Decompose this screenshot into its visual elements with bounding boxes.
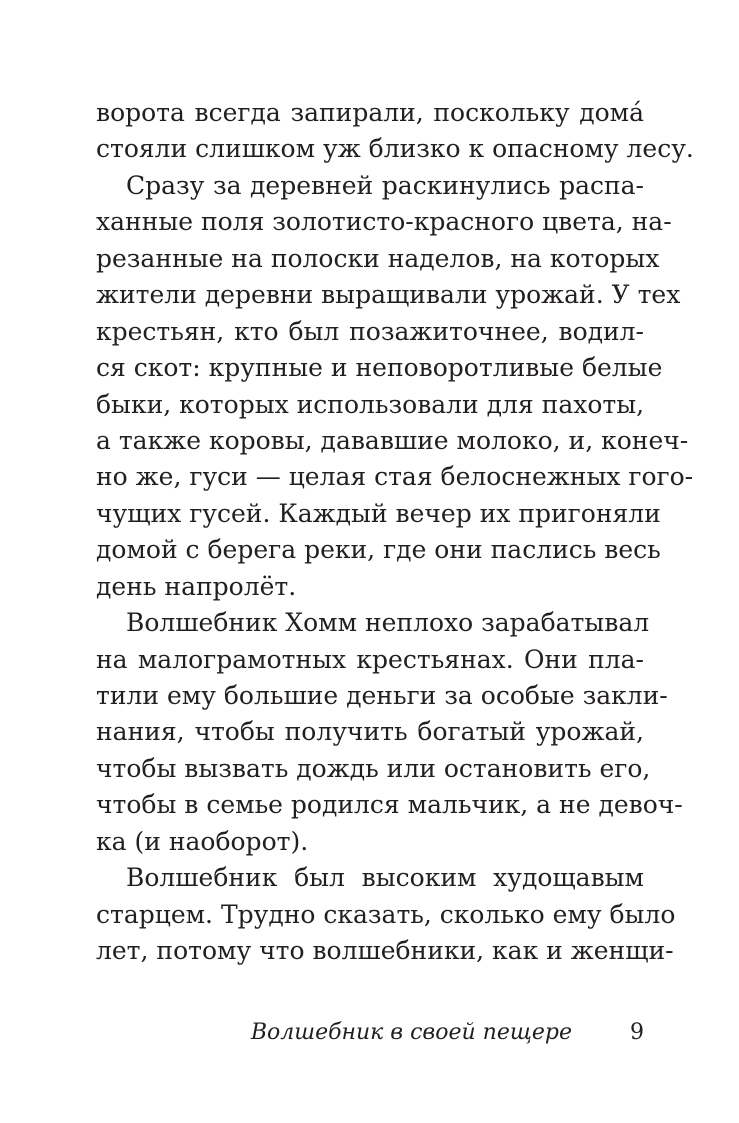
text-line: Волшебник был высоким худощавым [126, 863, 644, 893]
text-line: ханные поля золотисто-красного цвета, на- [96, 207, 672, 237]
text-line: ворота всегда запирали, поскольку домá [96, 98, 644, 127]
text-line: быки, которых использовали для пахоты, [96, 389, 645, 419]
text-line: стояли слишком уж близко к опасному лесу. [96, 134, 694, 164]
text-line: нания, чтобы получить богатый урожай, [96, 717, 644, 747]
text-line: ся скот: крупные и неповоротливые белые [96, 353, 663, 383]
text-line: домой с берега реки, где они паслись весь [96, 535, 661, 565]
text-line: но же, гуси — целая стая белоснежных гого- [96, 462, 694, 492]
text-line: ка (и наоборот). [96, 826, 309, 856]
text-line: крестьян, кто был позажиточнее, водил- [96, 316, 644, 346]
text-line: на малограмотных крестьянах. Они пла- [96, 644, 644, 674]
text-line: Сразу за деревней раскинулись распа- [126, 170, 644, 200]
text-line: жители деревни выращивали урожай. У тех [96, 280, 681, 310]
running-title: Волшебник в своей пещере [250, 1020, 572, 1045]
text-line: чтобы вызвать дождь или остановить его, [96, 753, 651, 783]
text-line: чущих гусей. Каждый вечер их пригоняли [96, 498, 661, 528]
text-line: тили ему большие деньги за особые закли- [96, 681, 668, 710]
text-line: старцем. Трудно сказать, сколько ему было [96, 899, 676, 929]
text-line: чтобы в семье родился мальчик, а не девоч- [96, 790, 683, 820]
body-text [96, 95, 694, 970]
text-line: лет, потому что волшебники, как и женщи- [96, 936, 674, 966]
text-line: Волшебник Хомм неплохо зарабатывал [126, 608, 650, 638]
text-line: резанные на полоски наделов, на которых [96, 243, 660, 273]
page-footer [96, 1015, 644, 1051]
text-line: день напролёт. [96, 571, 297, 601]
page-number: 9 [630, 1020, 644, 1045]
text-line: а также коровы, дававшие молоко, и, конеч- [96, 425, 689, 455]
